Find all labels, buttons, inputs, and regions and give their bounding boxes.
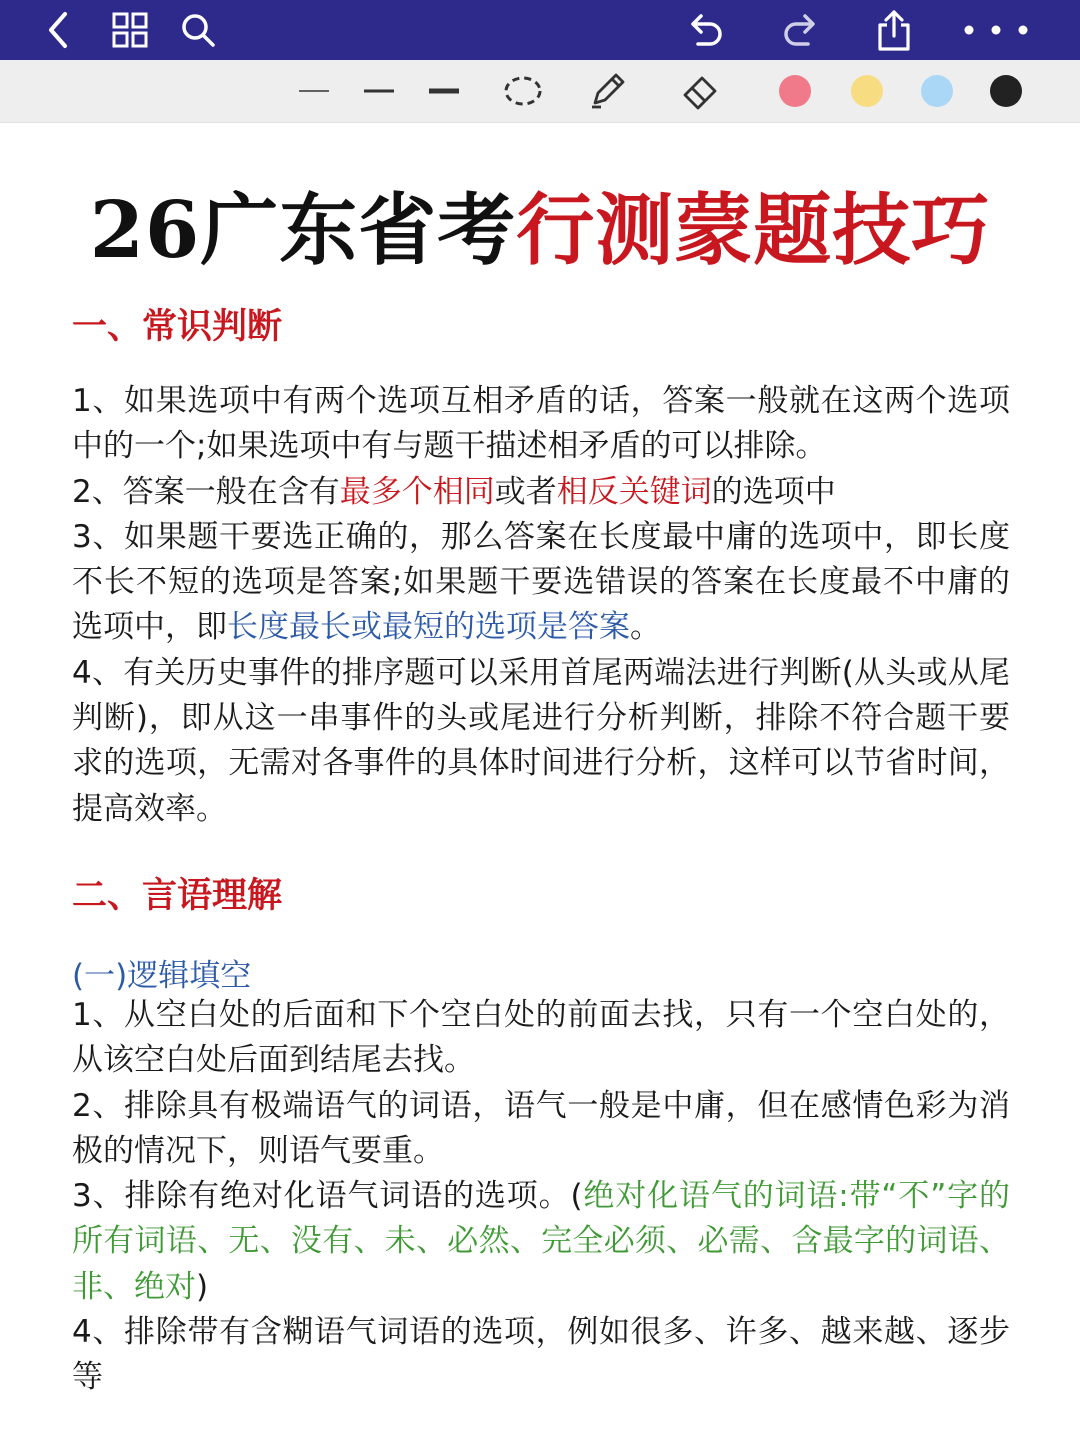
section2-item2: 2、排除具有极端语气的词语，语气一般是中庸，但在感情色彩为消极的情况下，则语气要重。: [72, 1087, 1010, 1169]
color-swatch-blue[interactable]: [908, 60, 966, 122]
color-swatch-pink[interactable]: [766, 60, 824, 122]
lasso-icon: [503, 74, 543, 108]
thin-line-tool[interactable]: [285, 60, 343, 122]
section1-item1: 1、如果选项中有两个选项互相矛盾的话，答案一般就在这两个选项中的一个;如果选项中有与题干描述相矛盾的可以排除。: [72, 383, 1010, 465]
note-page[interactable]: [0, 123, 1080, 1440]
search-button[interactable]: [168, 0, 228, 60]
section1-item2: 2、答案一般在含有最多个相同或者相反关键词的选项中: [72, 473, 836, 510]
yellow-swatch-icon: [851, 75, 883, 107]
pencil-tool[interactable]: [578, 60, 636, 122]
thin-line-icon: [298, 86, 330, 96]
back-button[interactable]: [28, 0, 88, 60]
section1-item3: 3、如果题干要选正确的，那么答案在长度最中庸的选项中，即长度不长不短的选项是答案;如果题干要选错误的答案在长度最不中庸的选项中，即长度最长或最短的选项是答案。: [72, 518, 1010, 646]
more-icon: [961, 24, 1031, 36]
share-button[interactable]: [864, 0, 924, 60]
eraser-tool[interactable]: [671, 60, 729, 122]
back-icon: [43, 10, 73, 50]
pencil-icon: [587, 71, 627, 111]
lasso-tool[interactable]: [494, 60, 552, 122]
medium-line-icon: [363, 86, 395, 96]
grid-icon: [112, 12, 148, 48]
section2-item1: 1、从空白处的后面和下个空白处的前面去找，只有一个空白处的，从该空白处后面到结尾去找。: [72, 997, 1010, 1079]
thick-line-icon: [428, 86, 460, 96]
highlight-blue-text: 长度最长或最短的选项是答案: [227, 609, 630, 646]
section1-item4: 4、有关历史事件的排序题可以采用首尾两端法进行判断(从头或从尾判断)，即从这一串事件的头或尾进行分析判断，排除不符合题干要求的选项，无需对各事件的具体时间进行分析，这样可以节省时间，提高效率。: [72, 654, 1010, 827]
redo-button[interactable]: [770, 0, 830, 60]
medium-line-tool[interactable]: [350, 60, 408, 122]
undo-icon: [686, 12, 726, 48]
blue-swatch-icon: [921, 75, 953, 107]
highlight-red-text: 相反关键词: [556, 473, 712, 510]
search-icon: [180, 12, 216, 48]
section1-body: [72, 379, 1010, 832]
black-swatch-icon: [990, 75, 1022, 107]
redo-icon: [780, 12, 820, 48]
section2-item3: 3、排除有绝对化语气词语的选项。(绝对化语气的词语:带“不”字的所有词语、无、没有、未、必然、完全必须、必需、含最字的词语、非、绝对): [72, 1178, 1010, 1305]
section-heading-common-sense: 一、常识判断: [72, 307, 283, 347]
subheading-logic-fill: (一)逻辑填空: [72, 958, 252, 994]
title-red-part: 行测蒙题技巧: [516, 185, 991, 276]
title-black-part: 26广东省考: [89, 185, 517, 276]
share-icon: [876, 9, 912, 51]
color-swatch-black[interactable]: [977, 60, 1035, 122]
drawing-toolbar: [0, 60, 1080, 123]
section2-item4: 4、排除带有含糊语气词语的选项，例如很多、许多、越来越、逐步等: [72, 1314, 1010, 1396]
highlight-green-text: 绝对化语气的词语:带“不”字的所有词语、无、没有、未、必然、完全必须、必需、含最字的词语、非、绝对: [72, 1178, 1010, 1305]
more-options-button[interactable]: [956, 0, 1036, 60]
pink-swatch-icon: [779, 75, 811, 107]
undo-button[interactable]: [676, 0, 736, 60]
page-title: [0, 168, 1080, 280]
grid-view-button[interactable]: [100, 0, 160, 60]
section-heading-verbal: 二、言语理解: [72, 876, 283, 916]
thick-line-tool[interactable]: [415, 60, 473, 122]
section2-body: [72, 993, 1010, 1401]
color-swatch-yellow[interactable]: [838, 60, 896, 122]
top-navigation-bar: [0, 0, 1080, 60]
highlight-red-text: 最多个相同: [339, 473, 495, 510]
eraser-icon: [680, 71, 720, 111]
